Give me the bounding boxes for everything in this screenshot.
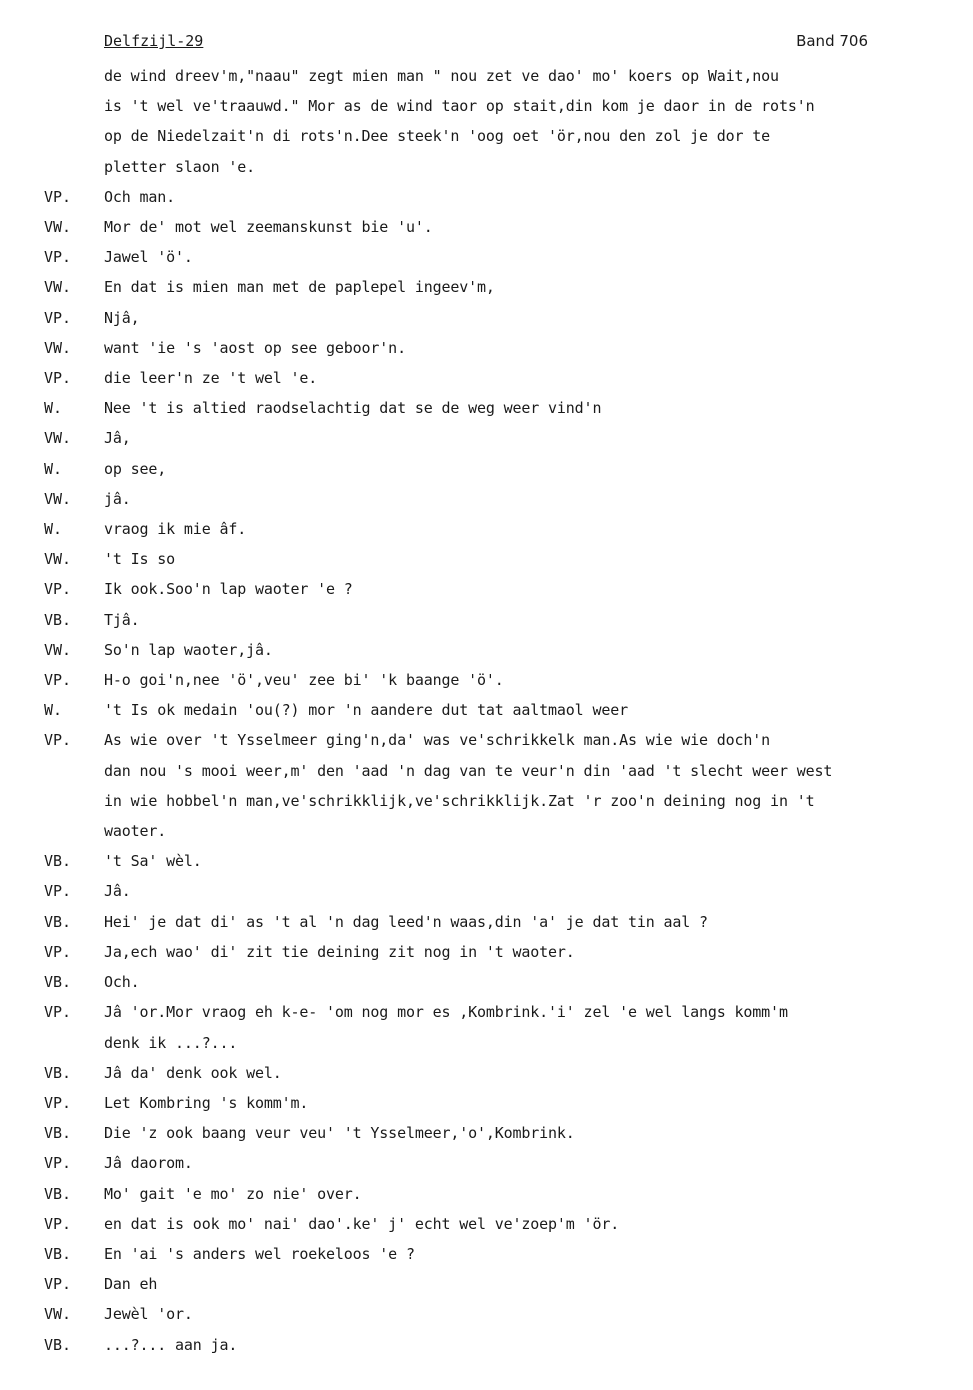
speaker-label: VB. bbox=[44, 1184, 72, 1203]
utterance-text bbox=[104, 997, 956, 1057]
utterance-line: Jawel 'ö'. bbox=[104, 248, 193, 267]
transcript-entry bbox=[0, 212, 973, 242]
speaker-label: VP. bbox=[44, 671, 72, 690]
speaker-label: VP. bbox=[44, 942, 72, 961]
speaker-label: VP. bbox=[44, 248, 72, 267]
transcript-entry bbox=[0, 514, 973, 544]
utterance-line: Dan eh bbox=[104, 1275, 158, 1294]
utterance-line: dan nou 's mooi weer,m' den 'aad 'n dag van te veur'n din 'aad 't slecht weer west bbox=[104, 761, 833, 780]
transcript-entry bbox=[0, 876, 973, 906]
speaker-label: VP. bbox=[44, 1093, 72, 1112]
transcript-entry bbox=[0, 574, 973, 604]
utterance-line: want 'ie 's 'aost op see geboor'n. bbox=[104, 338, 406, 357]
utterance-text bbox=[104, 454, 956, 484]
speaker-label: VW. bbox=[44, 489, 72, 508]
transcript-entry bbox=[0, 393, 973, 423]
utterance-text bbox=[104, 967, 956, 997]
utterance-line: Mor de' mot wel zeemanskunst bie 'u'. bbox=[104, 218, 433, 237]
transcript-entry bbox=[0, 665, 973, 695]
utterance-line: Jâ. bbox=[104, 882, 131, 901]
speaker-label: W. bbox=[44, 520, 63, 539]
utterance-text bbox=[104, 1088, 956, 1118]
speaker-label: VP. bbox=[44, 308, 72, 327]
speaker-label: VB. bbox=[44, 1244, 72, 1263]
utterance-line: Njâ, bbox=[104, 308, 140, 327]
speaker-label: VB. bbox=[44, 610, 72, 629]
utterance-line: Och. bbox=[104, 973, 140, 992]
speaker-label: VP. bbox=[44, 1003, 72, 1022]
utterance-text bbox=[104, 907, 956, 937]
utterance-text bbox=[104, 1058, 956, 1088]
page-header bbox=[104, 32, 874, 56]
speaker-label: VW. bbox=[44, 218, 72, 237]
transcript-entry bbox=[0, 846, 973, 876]
transcript-entry bbox=[0, 484, 973, 514]
transcript-entry bbox=[0, 242, 973, 272]
speaker-label: VP. bbox=[44, 187, 72, 206]
transcript-body bbox=[0, 61, 973, 1360]
transcript-entry bbox=[0, 303, 973, 333]
transcript-entry bbox=[0, 333, 973, 363]
utterance-line: ...?... aan ja. bbox=[104, 1335, 238, 1354]
transcript-entry bbox=[0, 1209, 973, 1239]
utterance-text bbox=[104, 665, 956, 695]
utterance-line: 't Is ok medain 'ou(?) mor 'n aandere dut tat aaltmaol weer bbox=[104, 701, 628, 720]
transcript-entry bbox=[0, 544, 973, 574]
utterance-text bbox=[104, 725, 956, 846]
transcript-entry bbox=[0, 423, 973, 453]
utterance-text bbox=[104, 1179, 956, 1209]
tape-number: Band 706 bbox=[796, 32, 868, 50]
utterance-text bbox=[104, 846, 956, 876]
speaker-label: W. bbox=[44, 701, 63, 720]
utterance-text bbox=[104, 1330, 956, 1360]
utterance-line: Hei' je dat di' as 't al 'n dag leed'n waas,din 'a' je dat tin aal ? bbox=[104, 912, 708, 931]
transcript-entry bbox=[0, 907, 973, 937]
utterance-line: op see, bbox=[104, 459, 167, 478]
speaker-label: VW. bbox=[44, 338, 72, 357]
utterance-line: Jâ daorom. bbox=[104, 1154, 193, 1173]
transcript-entry bbox=[0, 1058, 973, 1088]
utterance-text bbox=[104, 574, 956, 604]
utterance-line: So'n lap waoter,jâ. bbox=[104, 640, 273, 659]
utterance-text bbox=[104, 333, 956, 363]
utterance-text bbox=[104, 363, 956, 393]
utterance-line: En 'ai 's anders wel roekeloos 'e ? bbox=[104, 1244, 415, 1263]
utterance-text bbox=[104, 544, 956, 574]
utterance-text bbox=[104, 876, 956, 906]
speaker-label: VP. bbox=[44, 1275, 72, 1294]
transcript-entry bbox=[0, 1239, 973, 1269]
speaker-label: W. bbox=[44, 459, 63, 478]
speaker-label: VB. bbox=[44, 1063, 72, 1082]
speaker-label: VB. bbox=[44, 1124, 72, 1143]
utterance-line: Ja,ech wao' di' zit tie deining zit nog in 't waoter. bbox=[104, 942, 575, 961]
transcript-entry bbox=[0, 1118, 973, 1148]
speaker-label: VW. bbox=[44, 1305, 72, 1324]
speaker-label: VW. bbox=[44, 278, 72, 297]
transcript-entry bbox=[0, 1299, 973, 1329]
speaker-label: VP. bbox=[44, 1214, 72, 1233]
transcript-entry bbox=[0, 725, 973, 846]
speaker-label: VP. bbox=[44, 1154, 72, 1173]
utterance-line: Nee 't is altied raodselachtig dat se de weg weer vind'n bbox=[104, 399, 602, 418]
transcript-entry bbox=[0, 967, 973, 997]
utterance-line: vraog ik mie âf. bbox=[104, 520, 247, 539]
utterance-text bbox=[104, 1148, 956, 1178]
transcript-entry bbox=[0, 61, 973, 182]
speaker-label: VP. bbox=[44, 731, 72, 750]
utterance-text bbox=[104, 1209, 956, 1239]
utterance-line: En dat is mien man met de paplepel ingeev'm, bbox=[104, 278, 495, 297]
utterance-text bbox=[104, 1118, 956, 1148]
speaker-label: VB. bbox=[44, 1335, 72, 1354]
utterance-text bbox=[104, 393, 956, 423]
utterance-line: denk ik ...?... bbox=[104, 1033, 238, 1052]
utterance-line: Jâ da' denk ook wel. bbox=[104, 1063, 282, 1082]
utterance-text bbox=[104, 303, 956, 333]
transcript-entry bbox=[0, 1088, 973, 1118]
transcript-entry bbox=[0, 1179, 973, 1209]
utterance-text bbox=[104, 937, 956, 967]
utterance-line: 't Sa' wèl. bbox=[104, 852, 202, 871]
utterance-line: Tjâ. bbox=[104, 610, 140, 629]
speaker-label: VB. bbox=[44, 852, 72, 871]
transcript-entry bbox=[0, 605, 973, 635]
utterance-text bbox=[104, 514, 956, 544]
utterance-line: Let Kombring 's komm'm. bbox=[104, 1093, 309, 1112]
speaker-label: VP. bbox=[44, 369, 72, 388]
utterance-line: Mo' gait 'e mo' zo nie' over. bbox=[104, 1184, 362, 1203]
utterance-line: As wie over 't Ysselmeer ging'n,da' was ve'schrikkelk man.As wie wie doch'n bbox=[104, 731, 771, 750]
utterance-line: H-o goi'n,nee 'ö',veu' zee bi' 'k baange 'ö'. bbox=[104, 671, 504, 690]
utterance-line: Och man. bbox=[104, 187, 176, 206]
transcript-entry bbox=[0, 1330, 973, 1360]
utterance-line: op de Niedelzait'n di rots'n.Dee steek'n 'oog oet 'ör,nou den zol je dor te bbox=[104, 127, 771, 146]
utterance-line: Ik ook.Soo'n lap waoter 'e ? bbox=[104, 580, 353, 599]
utterance-line: en dat is ook mo' nai' dao'.ke' j' echt wel ve'zoep'm 'ör. bbox=[104, 1214, 620, 1233]
transcript-entry bbox=[0, 182, 973, 212]
document-title: Delfzijl-29 bbox=[104, 32, 204, 50]
speaker-label: VW. bbox=[44, 429, 72, 448]
utterance-text bbox=[104, 484, 956, 514]
utterance-text bbox=[104, 1239, 956, 1269]
utterance-text bbox=[104, 635, 956, 665]
transcript-entry bbox=[0, 272, 973, 302]
utterance-line: 't Is so bbox=[104, 550, 176, 569]
transcript-entry bbox=[0, 997, 973, 1057]
transcript-entry bbox=[0, 1148, 973, 1178]
utterance-line: die leer'n ze 't wel 'e. bbox=[104, 369, 318, 388]
transcript-entry bbox=[0, 454, 973, 484]
speaker-label: VB. bbox=[44, 973, 72, 992]
transcript-entry bbox=[0, 695, 973, 725]
utterance-line: in wie hobbel'n man,ve'schrikklijk,ve'schrikklijk.Zat 'r zoo'n deining nog in 't bbox=[104, 791, 815, 810]
speaker-label: VP. bbox=[44, 882, 72, 901]
utterance-line: is 't wel ve'traauwd." Mor as de wind taor op stait,din kom je daor in de rots'n bbox=[104, 97, 815, 116]
utterance-text bbox=[104, 695, 956, 725]
transcript-entry bbox=[0, 937, 973, 967]
utterance-text bbox=[104, 272, 956, 302]
utterance-line: jâ. bbox=[104, 489, 131, 508]
utterance-line: de wind dreev'm,"naau" zegt mien man " nou zet ve dao' mo' koers op Wait,nou bbox=[104, 67, 779, 85]
transcript-entry bbox=[0, 635, 973, 665]
utterance-text bbox=[104, 61, 956, 182]
utterance-text bbox=[104, 1299, 956, 1329]
speaker-label: VP. bbox=[44, 580, 72, 599]
utterance-text bbox=[104, 605, 956, 635]
utterance-text bbox=[104, 242, 956, 272]
speaker-label: W. bbox=[44, 399, 63, 418]
utterance-line: Jâ 'or.Mor vraog eh k-e- 'om nog mor es ,Kombrink.'i' zel 'e wel langs komm'm bbox=[104, 1003, 788, 1022]
transcript-entry bbox=[0, 363, 973, 393]
transcript-entry bbox=[0, 1269, 973, 1299]
utterance-text bbox=[104, 1269, 956, 1299]
utterance-line: waoter. bbox=[104, 822, 167, 841]
utterance-text bbox=[104, 423, 956, 453]
utterance-line: pletter slaon 'e. bbox=[104, 157, 255, 176]
utterance-line: Die 'z ook baang veur veu' 't Ysselmeer,'o',Kombrink. bbox=[104, 1124, 575, 1143]
speaker-label: VW. bbox=[44, 640, 72, 659]
speaker-label: VW. bbox=[44, 550, 72, 569]
speaker-label: VB. bbox=[44, 912, 72, 931]
utterance-text bbox=[104, 182, 956, 212]
utterance-line: Jewèl 'or. bbox=[104, 1305, 193, 1324]
utterance-text bbox=[104, 212, 956, 242]
utterance-line: Jâ, bbox=[104, 429, 131, 448]
